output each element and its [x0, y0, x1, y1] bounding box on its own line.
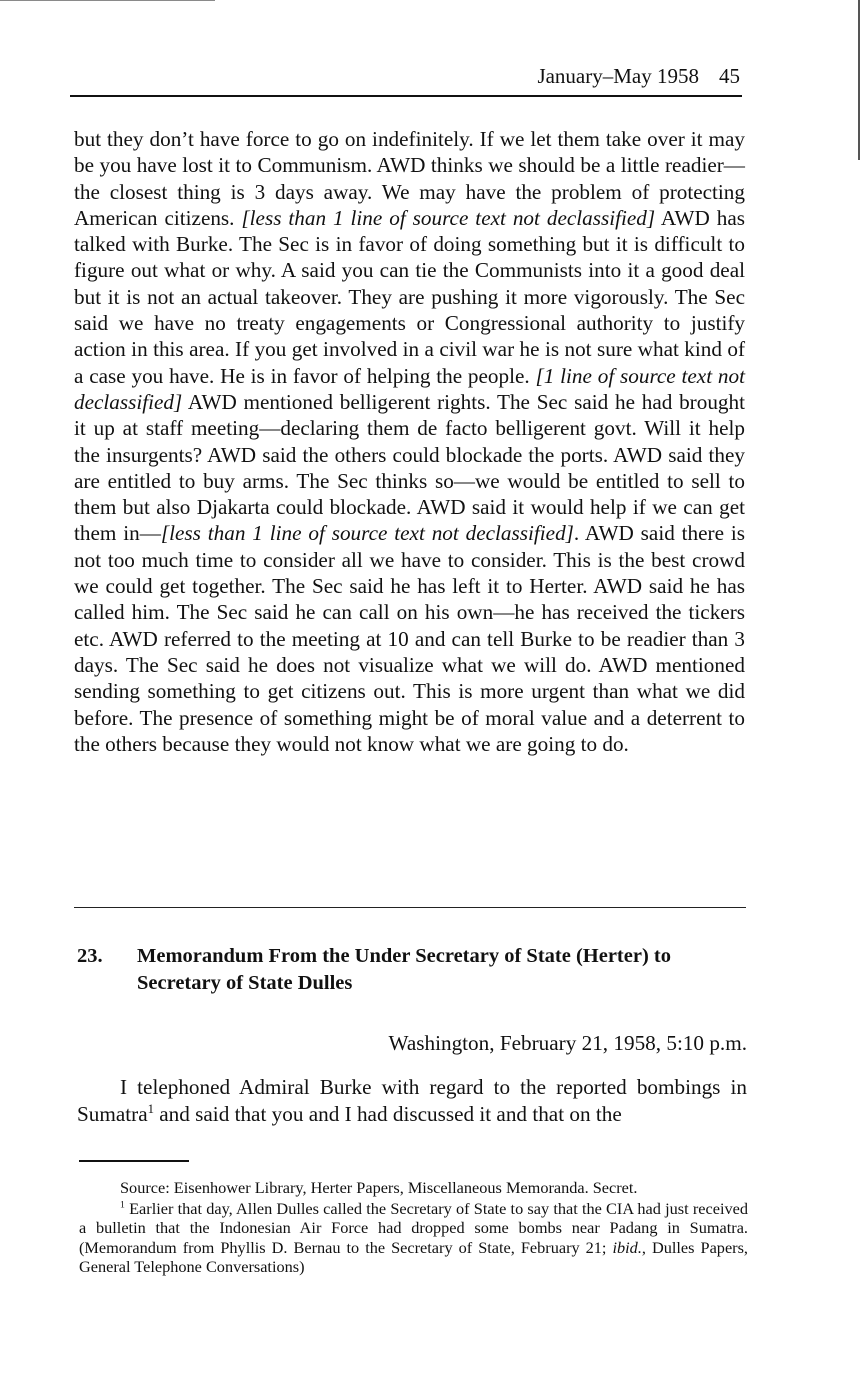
footnote-ref-1: 1	[147, 1101, 154, 1116]
document-body	[77, 1074, 747, 1127]
redaction-note-1: [less than 1 line of source text not declassified]	[241, 205, 656, 230]
footnote-1-ibid: ibid.	[612, 1237, 642, 1257]
page-number: 45	[719, 64, 740, 88]
document-body-text-b: and said that you and I had discussed it and that on the	[153, 1101, 622, 1126]
document-number: 23.	[77, 945, 103, 967]
running-head-title: January–May 1958	[537, 64, 699, 88]
continued-text-part-3: AWD mentioned belligerent rights. The Sec said he had brought it up at staff meeting—declaring them de facto belligerent govt. Will it help the insurgents? AWD said the others could blockade the ports. AWD said they are entitled to buy arms. The Sec thinks so—we would be entitled to sell to them but also Djakarta could blockade. AWD said it would help if we can get them in—	[74, 389, 745, 546]
footnote-rule	[79, 1160, 189, 1162]
scan-top-edge	[0, 0, 215, 1]
document-body-text-a: I telephoned Admiral Burke with regard to the reported bombings in Sumatra	[77, 1075, 747, 1126]
header-rule	[70, 95, 742, 97]
section-divider	[74, 907, 746, 908]
document-title: Memorandum From the Under Secretary of State (Herter) to Secretary of State Dulles	[137, 945, 671, 994]
continued-text-part-4: . AWD said there is not too much time to consider all we have to consider. This is the best crowd we could get together. The Sec said he has left it to Herter. AWD said he has called him. The Sec said he can call on his own—he has received the tickers etc. AWD referred to the meeting at 10 and can tell Burke to be readier than 3 days. The Sec said he does not visualize what we will do. AWD mentioned sending something to get citizens out. This is more urgent than what we did before. The presence of something might be of moral value and a deterrent to the others because they would not know what we are going to do.	[74, 521, 745, 756]
footnotes	[79, 1178, 748, 1278]
scan-right-edge	[858, 0, 860, 160]
continued-text-part-2: AWD has talked with Burke. The Sec is in favor of doing something but it is difficult to figure out what or why. A said you can tie the Communists into it a good deal but it is not an actual takeover. They are pushing it more vigorously. The Sec said we have no treaty engagements or Congressional authority to justify action in this area. If you get involved in a civil war he is not sure what kind of a case you have. He is in favor of helping the people.	[74, 205, 745, 388]
footnote-1-text-b: , Dulles Papers, General Telephone Conversations)	[79, 1237, 748, 1276]
redaction-note-2: [1 line of source text not declassified]	[74, 363, 745, 414]
running-head	[70, 62, 740, 90]
continued-text-part-1: but they don’t have force to go on indefinitely. If we let them take over it may be you have lost it to Communism. AWD thinks we should be a little readier—the closest thing is 3 days away. We may have the problem of protecting American citizens.	[74, 127, 745, 230]
continued-text	[74, 126, 745, 757]
footnote-1-text-a: Earlier that day, Allen Dulles called the Secretary of State to say that the CIA had just received a bulletin that the Indonesian Air Force had dropped some bombs near Padang in Sumatra. (Memorandum from Phyllis D. Bernau to the Secretary of State, February 21;	[79, 1198, 748, 1257]
footnote-1-marker: 1	[120, 1199, 125, 1211]
source-note: Source: Eisenhower Library, Herter Papers, Miscellaneous Memoranda. Secret.	[120, 1178, 638, 1197]
redaction-note-3: [less than 1 line of source text not declassified]	[160, 521, 574, 546]
footnote-1	[79, 1199, 748, 1277]
dateline: Washington, February 21, 1958, 5:10 p.m.	[388, 1031, 747, 1055]
